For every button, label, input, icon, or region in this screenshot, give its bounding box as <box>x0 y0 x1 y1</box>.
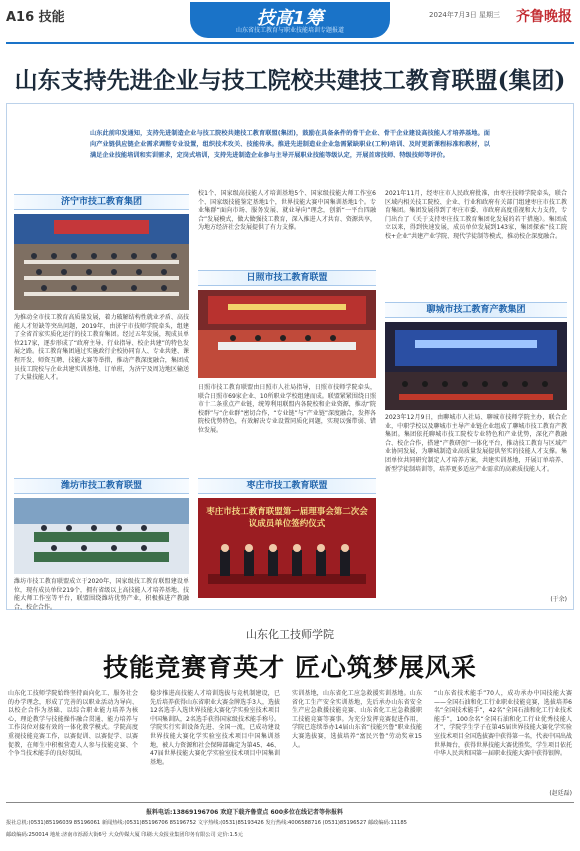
section-head-rizhao: 日照市技工教育联盟 <box>198 270 376 286</box>
article1-col3-text-b: 2023年12月9日，由聊城市人社局、聊城市技师学院主办，联合企业，中职学校以及聊城市主导产业链企业组成了聊城市技工教育产教集团。集团依托聊城市技工院校专业特色和产业优势，深化产教融合、校企合作，搭建“产教研创”一体化平台，推动技工教育与区域产业协同发展，为聊城制造业高质量发展提供坚实的技能人才支撑。集团单位共同研究制定人才培养方案，共建实训基地，开展订单培养、新型学徒制培训等，培养更多适应产业需求的高素质技能人才。 <box>385 414 567 473</box>
section-head-zaozhuang: 枣庄市技工教育联盟 <box>198 478 376 494</box>
section-head-liaocheng: 聊城市技工教育产教集团 <box>385 302 567 318</box>
issue-date: 2024年7月3日 星期三 <box>429 11 500 19</box>
footer-contacts: 报社总机:(0531)85196039 85196061 新闻热线:(0531)85196706 85196752 文字热线:(0531)85193426 发行热线:4006588716 (0531)85196527 邮政编码:11185 <box>6 820 407 826</box>
column-banner-title: 技高1筹 <box>256 8 324 29</box>
article1-col2-text-a: 校1个、国家级高技能人才培训基地5个、国家级技能大师工作室6个、国家级技能鉴定基地1个，世界技能大赛中国集训基地1个。专业集群“面向市场、服务发展、就业导向”理念，创新“一平台四融合”发展模式，做大做强技工教育，深入推进人才共育、资源共享，为地方经济社会发展提供了有力支撑。 <box>198 190 376 232</box>
article2-col1: 山东化工技师学院始终坚持面向化工、服务社会的办学理念，形成了完善的以职业活动为导向、以校企合作为基础、以综合职业能力培养为核心，理论教学与技能操作融合贯通、能力培养与工作岗位对接有效的一体化教学模式。学院高度重视技能竞赛工作，以赛促训、以赛促学、以赛促教，在师生中积极营造人人参与技能竞赛、个个争当技术能手的良好氛围。 <box>8 690 138 758</box>
column-banner-subtitle: 山东省技工教育与职业技能培训专题报道 <box>235 27 344 34</box>
article1-credit: (于余) <box>550 596 567 603</box>
article1-lead: 山东此前印发通知，支持先进制造企业与技工院校共建技工教育联盟(集团)，鼓励在具备条件的骨干企业、骨干企业建设高技能人才培养基地。面向产业链供应链企业需求调整专业设置，组织技术攻关、技能传承。推进先进制造业企业急需紧缺职业(工种)培训、及时更新课程标准和教材，以满足企业技能培训和实训需求，定岗式培训，支持先进制造企业参与主导开展职业技能等级认定，开展首席技师、特级技师等评价。 <box>90 130 490 159</box>
footer-hotline: 报料电话:13869196706 欢迎下载齐鲁壹点 600多位在线记者等你报料 <box>146 809 344 816</box>
column-banner <box>190 2 390 38</box>
page-footer <box>6 802 574 848</box>
photo-liaocheng-meeting <box>385 322 567 410</box>
article2-col2: 稳步推进高技能人才培训选拔与竞机制建设，已先后培养获得山东省职业大赛金牌选手3人，选拔12名选手入选世界技能大赛化学实验室技术项目中国集训队，2名选手获得国家级技术能手称号。学院实行实训设备先进、全国一流，已成功建设世界技能大赛化学实验室技术项目中国集训基地，被人力资源和社会保障部确定为第45、46、47届世界技能大赛化学实验室技术项目中国集训基地。 <box>150 690 280 766</box>
article1-col1-text-b: 潍坊市技工教育联盟成立于2020年，国家级技工教育联盟建设单位，现有成员单位219个，拥有省级以上高技能人才培养基地、技能大师工作室等平台，联盟围绕潍坊优势产业，积极推进产教融合、校企合作。 <box>14 578 189 611</box>
photo-jining-meeting <box>14 214 189 310</box>
page-header <box>0 0 580 44</box>
article1-col1-text-a: 为推动全市技工教育高质量发展，着力破解结构性就业矛盾、高技能人才短缺等突出问题，2019年，由济宁市技师学院牵头，组建了全省首家实质化运行的技工教育集团。经过五年发展，现成员单位217家，逐步形成了“政府主导、行业指导、校企共建”的特色发展之路。技工教育集团通过实施政行企校协同育人、专业共建、课程开发、师资互聘、技能大赛等举措，推动产教深度融合，集团成员技工院校与企业共建实训基地、订单班，为济宁及周边地区输送了大量技能人才。 <box>14 314 189 382</box>
article2-title: 技能竞赛育英才 匠心筑梦展风采 <box>103 653 477 682</box>
footer-address: 邮政编码:250014 地址:济南市泺源大街6号 大众传媒大厦 印刷:大众报业集团印务有限公司 定价:1.5元 <box>6 832 243 838</box>
section-head-weifang: 潍坊市技工教育联盟 <box>14 478 189 494</box>
photo-banner-text: 枣庄市技工教育联盟第一届理事会第二次会议成员单位签约仪式 <box>206 507 368 529</box>
photo-weifang-meeting <box>14 498 189 574</box>
article2-col3: 实训基地，山东省化工应急救援实训基地。山东省化工生产安全实训基地，先后承办山东省安全生产应急救援技能竞赛、山东省化工应急救援职工技能竞赛等赛事。为充分发挥竞赛促进作用，学院已连续举办14届山东省“技能兴鲁”职业技能大赛选拔赛，选拔培养“富民兴鲁”劳动奖章15人。 <box>292 690 422 749</box>
photo-zaozhuang-signing <box>198 498 376 598</box>
article2-credit: (赵廷磊) <box>549 790 572 797</box>
article1-title: 山东支持先进企业与技工院校共建技工教育联盟(集团) <box>14 67 566 94</box>
newspaper-logo: 齐鲁晚报 <box>516 9 572 25</box>
photo-rizhao-meeting <box>198 290 376 378</box>
page-section-label: A16 技能 <box>6 10 65 25</box>
article2-kicker: 山东化工技师学院 <box>246 628 334 641</box>
article1-col3-text-a: 2021年11月，经枣庄市人民政府批准，由枣庄技师学院牵头，联合区域内相关技工院校、企业、行业和政府有关部门组建枣庄市技工教育集团。集团发展得到了枣庄市委、市政府高度重视和大力支持，专门出台了《关于支持枣庄技工教育集团化发展的若干措施》。集团成立以来，得到快速发展，成员单位发展到143家，集团探索“技工院校+企业”共建产业学院、现代学徒制等模式，推动校企深度融合。 <box>385 190 567 240</box>
article2-col4: “山东省技术能手”70人，成功承办中国技能大赛——全国石油和化工行业职业技能竞赛，选拔培养6名“全国技术能手”，42名“全国石油和化工行业技术能手”，100余名“全国石油和化工行业优秀技能人才”，学院学生学子在第45届世界技能大赛化学实验室技术项目全国选拔赛中获得第一名，代表中国出战世界舞台，获得世界技能大赛优胜奖，学生项目依托中华人民共和国第一届职业技能大赛中获得银牌。 <box>434 690 573 758</box>
section-head-jining: 济宁市技工教育集团 <box>14 194 189 210</box>
article1-col2-text-b: 日照市技工教育联盟由日照市人社局指导，日照市技师学院牵头，联合日照市69家企业、10所职业学校组建而成。联盟紧紧围绕日照市十二条重点产业链，统筹利用联盟内各院校和企业资源，推动“院校群”与“企业群”密切合作，“专业链”与“产业链”深度融合，发挥各院校优势特色，有效解决专业设置同质化问题，实现以强带弱、错位发展。 <box>198 384 376 434</box>
header-rule <box>6 42 574 44</box>
